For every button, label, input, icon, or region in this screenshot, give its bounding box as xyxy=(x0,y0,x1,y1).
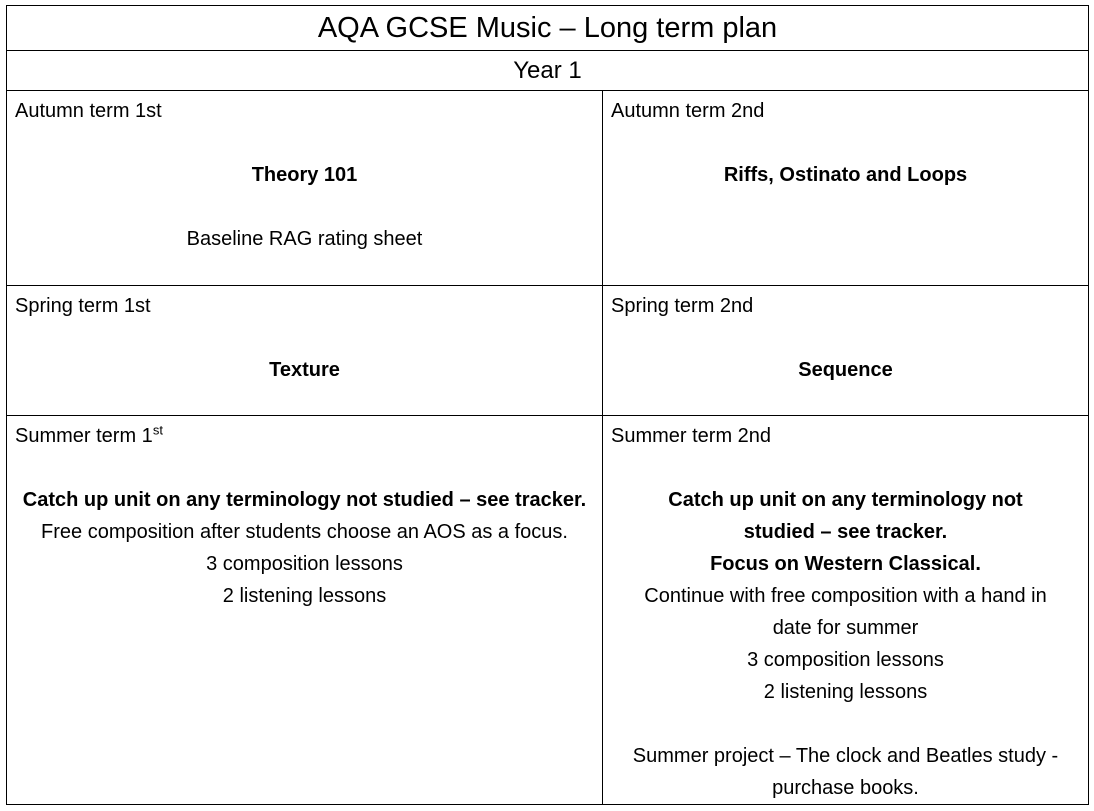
term-label-suffix: st xyxy=(152,422,163,438)
unit-note: 2 listening lessons xyxy=(763,681,928,703)
unit-note: 2 listening lessons xyxy=(222,585,387,607)
term-label: Summer term 2nd xyxy=(611,425,772,447)
unit-note: Baseline RAG rating sheet xyxy=(186,228,423,250)
unit-note: 3 composition lessons xyxy=(747,649,944,671)
unit-topic: Catch up unit on any terminology not studied – see tracker. xyxy=(22,489,587,511)
term-label xyxy=(15,420,594,452)
cell-summer-term-2 xyxy=(603,416,1088,804)
unit-note: Continue with free composition with a hand in date for summer xyxy=(644,585,1047,639)
unit-note: Free composition after students choose an AOS as a focus. xyxy=(41,521,568,543)
long-term-plan-table xyxy=(6,5,1089,805)
unit-topic: Theory 101 xyxy=(251,164,358,186)
cell-spring-term-2 xyxy=(603,286,1088,416)
cell-summer-term-1 xyxy=(7,416,603,804)
cell-spring-term-1 xyxy=(7,286,603,416)
unit-topic: Riffs, Ostinato and Loops xyxy=(723,164,968,186)
summer-project-note: Summer project – The clock and Beatles study - purchase books. xyxy=(632,745,1059,799)
unit-topic: Texture xyxy=(269,359,340,381)
unit-topic: Catch up unit on any terminology not studied – see tracker. xyxy=(668,489,1023,543)
year-heading: Year 1 xyxy=(7,51,1088,91)
unit-note: 3 composition lessons xyxy=(206,553,403,575)
term-label: Spring term 2nd xyxy=(611,295,754,317)
cell-autumn-term-1 xyxy=(7,91,603,286)
term-label: Autumn term 2nd xyxy=(611,100,765,122)
cell-autumn-term-2 xyxy=(603,91,1088,286)
term-label-text: Summer term 1 xyxy=(15,425,153,447)
term-label: Autumn term 1st xyxy=(15,100,162,122)
term-label: Spring term 1st xyxy=(15,295,151,317)
unit-topic: Sequence xyxy=(798,359,893,381)
plan-title: AQA GCSE Music – Long term plan xyxy=(7,6,1088,51)
unit-focus: Focus on Western Classical. xyxy=(710,553,981,575)
